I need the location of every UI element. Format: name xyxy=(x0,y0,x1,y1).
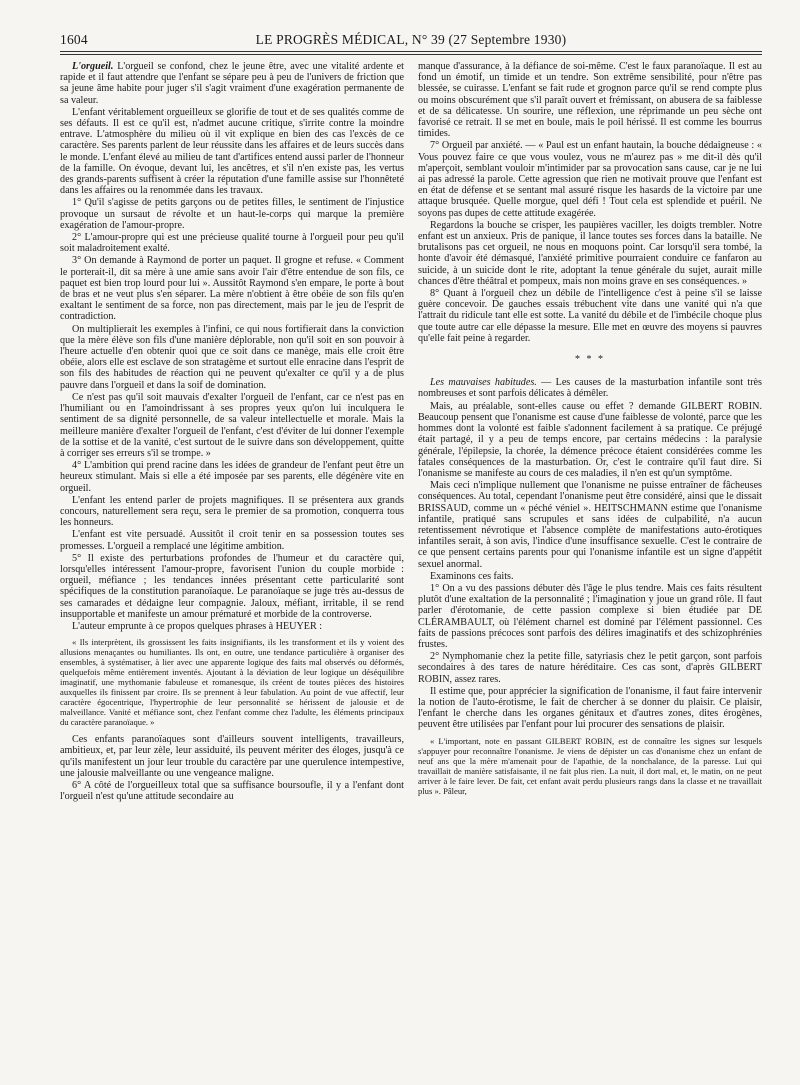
paragraph: 6° A côté de l'orgueilleux total que sa suffisance boursoufle, il y a l'enfant dont l'orgueil n'est qu'une attitude secondaire au xyxy=(60,779,404,803)
paragraph: Mais, au préalable, sont-elles cause ou effet ? demande GILBERT ROBIN. Beaucoup pensent que l'onanisme est cause d'une faiblesse de volonté, parce que les hommes dont la volonté est faible s'adonnent facilement à sa pratique. Ce préjugé était partagé, il y a peu de temps encore, par certains médecins : la paralysie générale, l'épilepsie, la chorée, la démence précoce étaient considérées comme les fatales conséquences de la masturbation. Or, c'est le contraire qu'il faut dire. Si l'onanisme se manifeste au cours de ces maladies, il n'en est qu'un symptôme. xyxy=(418,400,762,479)
running-header xyxy=(60,32,762,52)
paragraph: 1° On a vu des passions débuter dès l'âge le plus tendre. Mais ces faits résultent plutôt d'une exaltation de la personnalité ; l'imagination y joue un grand rôle. Il faut parler d'érotomanie, de cette passion complexe si bien étudiée par DE CLÉRAMBAULT, où l'élément charnel est dominé par l'élément passionnel. Ces faits de passions précoces sont parfois des délires imaginatifs et des schizophrénies frustes. xyxy=(418,582,762,650)
paragraph: L'orgueil se confond, chez le jeune être, avec une vitalité ardente et rapide et il faut attendre que l'enfant se sépare peu à peu de l'univers de friction que sa jeune âme habite pour juger s'il s'agit vraiment d'une exagération permanente de sa valeur. xyxy=(60,61,404,106)
header-rule xyxy=(60,54,762,55)
paragraph: 4° L'ambition qui prend racine dans les idées de grandeur de l'enfant peut être un heureux stimulant. Mais si elle a été imposée par ses parents, elle dégénère vite en orgueil. xyxy=(60,460,404,494)
quote-text: « L'important, note en passant GILBERT ROBIN, est de connaître les signes sur lesquels s'appuyer pour reconnaître l'onanisme. Je viens de dépister un cas d'onanisme chez un enfant de neuf ans que la mère m'amenait pour de l'apathie, de la nonchalance, de la paresse. Lui qui travaillait de manière satisfaisante, il ne fait plus rien. La nuit, il dort mal, et, le matin, on ne peut arriver à le faire lever. De fait, cet enfant avait perdu plusieurs rangs dans la classe et ne travaillait plus ». Pâleur, xyxy=(418,735,762,796)
right-column xyxy=(418,61,762,1081)
paragraph: Ces enfants paranoïaques sont d'ailleurs souvent intelligents, travailleurs, ambitieux, et, par leur zèle, leur assiduité, ils peuvent mériter des éloges, jusqu'à ce qu'ils manifestent un jour leur trouble du caractère par une querulence intempestive, une jalousie malveillante ou une vengeance maligne. xyxy=(60,734,404,779)
section-heading-orgueil: L'orgueil. xyxy=(72,61,114,72)
journal-title: LE PROGRÈS MÉDICAL, N° 39 (27 Septembre 1930) xyxy=(255,32,567,47)
page-number: 1604 xyxy=(60,32,88,47)
section-orgueil-intro xyxy=(60,61,404,106)
left-column xyxy=(60,61,404,1081)
paragraph: Ce n'est pas qu'il soit mauvais d'exalter l'orgueil de l'enfant, car ce n'est pas en l'humiliant ou en l'amoindrissant à ses propres yeux qu'on lui inculquera le sentiment de sa dignité personnelle, de sa valeur intellectuelle et morale. Mais la meilleure manière d'exalter l'orgueil de l'enfant, c'est d'éviter de lui donner l'exemple de la sottise et de la vanité, c'est surtout de le suivre dans son développement, quitte à corriger ses erreurs s'il se trompe. » xyxy=(60,391,404,459)
paragraph: 2° L'amour-propre qui est une précieuse qualité tourne à l'orgueil pour peu qu'il soit maladroitement exalté. xyxy=(60,232,404,255)
paragraph: 3° On demande à Raymond de porter un paquet. Il grogne et refuse. « Comment le porterait-il, dit sa mère à une amie sans avoir l'air d'être entendue de son fils, ce paquet est bien trop lourd pour lui ». Aussitôt Raymond s'en empare, le porte à bout de bras et ne veut plus s'en séparer. La mère n'obtient à être obéie de son fils qu'en exaltant le sentiment de sa force, non pas directement, mais par le jeu de l'esprit de contradiction. xyxy=(60,255,404,323)
paragraph: L'enfant est vite persuadé. Aussitôt il croit tenir en sa possession toutes ses promesses. L'orgueil a remplacé une légitime ambition. xyxy=(60,529,404,552)
section-mauvaises-habitudes xyxy=(418,377,762,399)
paragraph: Examinons ces faits. xyxy=(430,570,514,582)
section-separator-stars: * * * xyxy=(575,354,605,366)
paragraph: 5° Il existe des perturbations profondes de l'humeur et du caractère qui, lorsqu'elles intéressent l'amour-propre, favorisent l'union du couple morbide : orgueil, méfiance ; les tendances innées présentant cette particularité sont spécifiques de la constitution paranoïaque. Le paranoïaque se juge très au-dessus de ses camarades et dédaigne leur compagnie. Jaloux, méfiant, irritable, il se rend insupportable et manifeste un amour prématuré et morbide de la controverse. xyxy=(60,552,404,620)
paragraph: On multiplierait les exemples à l'infini, ce qui nous fortifierait dans la conviction que la mère élève son fils d'une manière déplorable, non qu'il soit en son pouvoir à l'heure actuelle d'en obtenir quoi que ce soit dans ce manège, mais elle croit être obéie, alors elle est esclave de son stratagème et surtout elle enracine dans l'esprit de son fils des habitudes de réaction qui ne peuvent qu'exalter ce qu'il y a de plus pauvre dans l'orgueil et dans la soif de domination. xyxy=(60,323,404,391)
paragraph: manque d'assurance, à la défiance de soi-même. C'est le faux paranoïaque. Il est au fond un émotif, un timide et un tendre. Son extrême sensibilité, pour n'être pas blessée, se cuirasse. L'enfant se fait rude et grognon parce qu'il se rend compte plus ou moins obscurément que s'il paraît ouvert et frémissant, on abusera de sa faiblesse et de sa délicatesse. Un sourire, une réflexion, une réprimande un peu sèche ont favorisé ce retrait. Il se met en boule, mais le poil hérissé. Il est comme les bourrus timides. xyxy=(418,61,762,140)
two-column-body xyxy=(60,61,762,1081)
paragraph: L'enfant véritablement orgueilleux se glorifie de tout et de ses qualités comme de ses défauts. Il est ce qu'il est, n'admet aucune critique, s'irrite contre la moindre entrave. L'atmosphère du milieu où il vit explique en bien des cas l'excès de ce caractère. Ses parents parlent de leur réussite dans les affaires et de leurs succès dans le monde. L'enfant élevé au milieu de tant d'artifices entend aussi parler de l'honneur de la famille. On évoque, devant lui, les ancêtres, et s'il n'en existe pas, les vertus des grands-parents suffisent à créer la réputation d'une famille assise sur l'honnêteté dans les affaires ou la renommée dans les travaux. xyxy=(60,106,404,197)
quote-text: « Ils interprètent, ils grossissent les faits insignifiants, ils les transforment et ils y voient des allusions menaçantes ou humiliantes. Ils ont, en outre, une tendance particulière à organiser des ensembles, à systématiser, à lier avec une apparente logique des faits mal observés ou déformés, quelquefois même entièrement inventés. Ajoutant à la déviation de leur logique un déséquilibre imaginatif, une mythomanie fabuleuse et romanesque, ils créent de toutes pièces des histoires auxquelles ils finissent par croire. Ils se prennent à leur fabulation. Au point de vue affectif, leur caractère égocentrique, l'hypertrophie de leur personnalité se hérissent de jalousie et de malveillance. Vanité et méfiance sont, chez l'enfant comme chez l'adulte, les éléments principaux du caractère paranoïaque. » xyxy=(60,637,404,728)
paragraph: 8° Quant à l'orgueil chez un débile de l'intelligence c'est à peine s'il se laisse guère concevoir. De gauches essais trébuchent vite dans une vanité qui n'a que l'attrait du ridicule tant elle est sotte. La vanité du débile et de l'imbécile choque plus que toute autre car elle dépasse la mesure. Elle met en œuvre des moyens si pauvres qu'elle fait peine à regarder. xyxy=(418,288,762,344)
paragraph: Mais ceci n'implique nullement que l'onanisme ne puisse entraîner de fâcheuses conséquences. Au total, cependant l'onanisme peut être considéré, ainsi que le dissait BRISSAUD, comme un « péché véniel ». HEITSCHMANN estime que l'onanisme infantile, pratiqué sans scrupules et sans idées de culpabilité, n'a aucun retentissement névrotique et l'absence complète de manifestations auto-érotiques infantiles serait, à son avis, l'indice d'une insuffisance sexuelle. C'est le contraire de ce que pensent certains parents pour qui l'onanisme infantile est un signe d'appétit sexuel anormal. xyxy=(418,480,762,570)
heuyer-quote xyxy=(60,637,404,727)
paragraph: — Les causes de la masturbation infantile sont très nombreuses et sont parfois délicates à démêler. xyxy=(418,377,762,400)
section-heading-habitudes: Les mauvaises habitudes. xyxy=(430,377,537,389)
robin-quote xyxy=(418,736,762,796)
paragraph: L'auteur emprunte à ce propos quelques phrases à HEUYER : xyxy=(72,620,323,632)
paragraph: 2° Nymphomanie chez la petite fille, satyriasis chez le petit garçon, sont parfois secondaires à des tares de nature héréditaire. Ces cas sont, d'après GILBERT ROBIN, assez rares. xyxy=(418,651,762,685)
paragraph: 7° Orgueil par anxiété. — « Paul est un enfant hautain, la bouche dédaigneuse : « Vous pouvez faire ce que vous voulez, vous ne m'aurez pas » me dit-il dès qu'il m'aperçoit, semblant vouloir m'intimider par sa provocation sans cause, car je ne lui ai pas adressé la parole. Cette agression que rien ne motivait prouve que l'enfant est en état de défense et se sentant mal assuré risque les hasards de la victoire par une attaque brusquée. Quelle morgue, quel défi ! Tout cela est splendide et puéril. Ne soyons pas dupes de cette attitude exagérée. xyxy=(418,140,762,219)
paragraph: L'enfant les entend parler de projets magnifiques. Il se présentera aux grands concours, naturellement sera reçu, sera le premier de sa promotion, conquerra tous les honneurs. xyxy=(60,494,404,529)
paragraph: Il estime que, pour apprécier la signification de l'onanisme, il faut faire intervenir la notion de l'auto-érotisme, le fait de chercher à se donner du plaisir. Ce plaisir, l'enfant le cherche dans les organes génitaux et d'autres zones, dites érogènes, peuvent être utilisées par l'enfant pour lui procurer des sensations de plaisir. xyxy=(418,685,762,731)
paragraph: Regardons la bouche se crisper, les paupières vaciller, les doigts trembler. Notre enfant est un anxieux. Pris de panique, il lance toutes ses forces dans la bataille. Ne brutalisons pas cet orgueil, ne nous en moquons point. Car lorsqu'il sera tombé, la honte d'avoir été démasqué, l'anxiété primitive pourraient conduire ce fanfaron au suicide, à un suicide dont le rite, adoptant la tenue générale du sujet, aurait mille chances d'être théâtral et pompeux, mais non moins grave en ses conséquences. » xyxy=(418,219,762,287)
paragraph: 1° Qu'il s'agisse de petits garçons ou de petites filles, le sentiment de l'injustice provoque un sursaut de révolte et un haut-le-corps qui marque la première exagération de l'amour-propre. xyxy=(60,197,404,231)
